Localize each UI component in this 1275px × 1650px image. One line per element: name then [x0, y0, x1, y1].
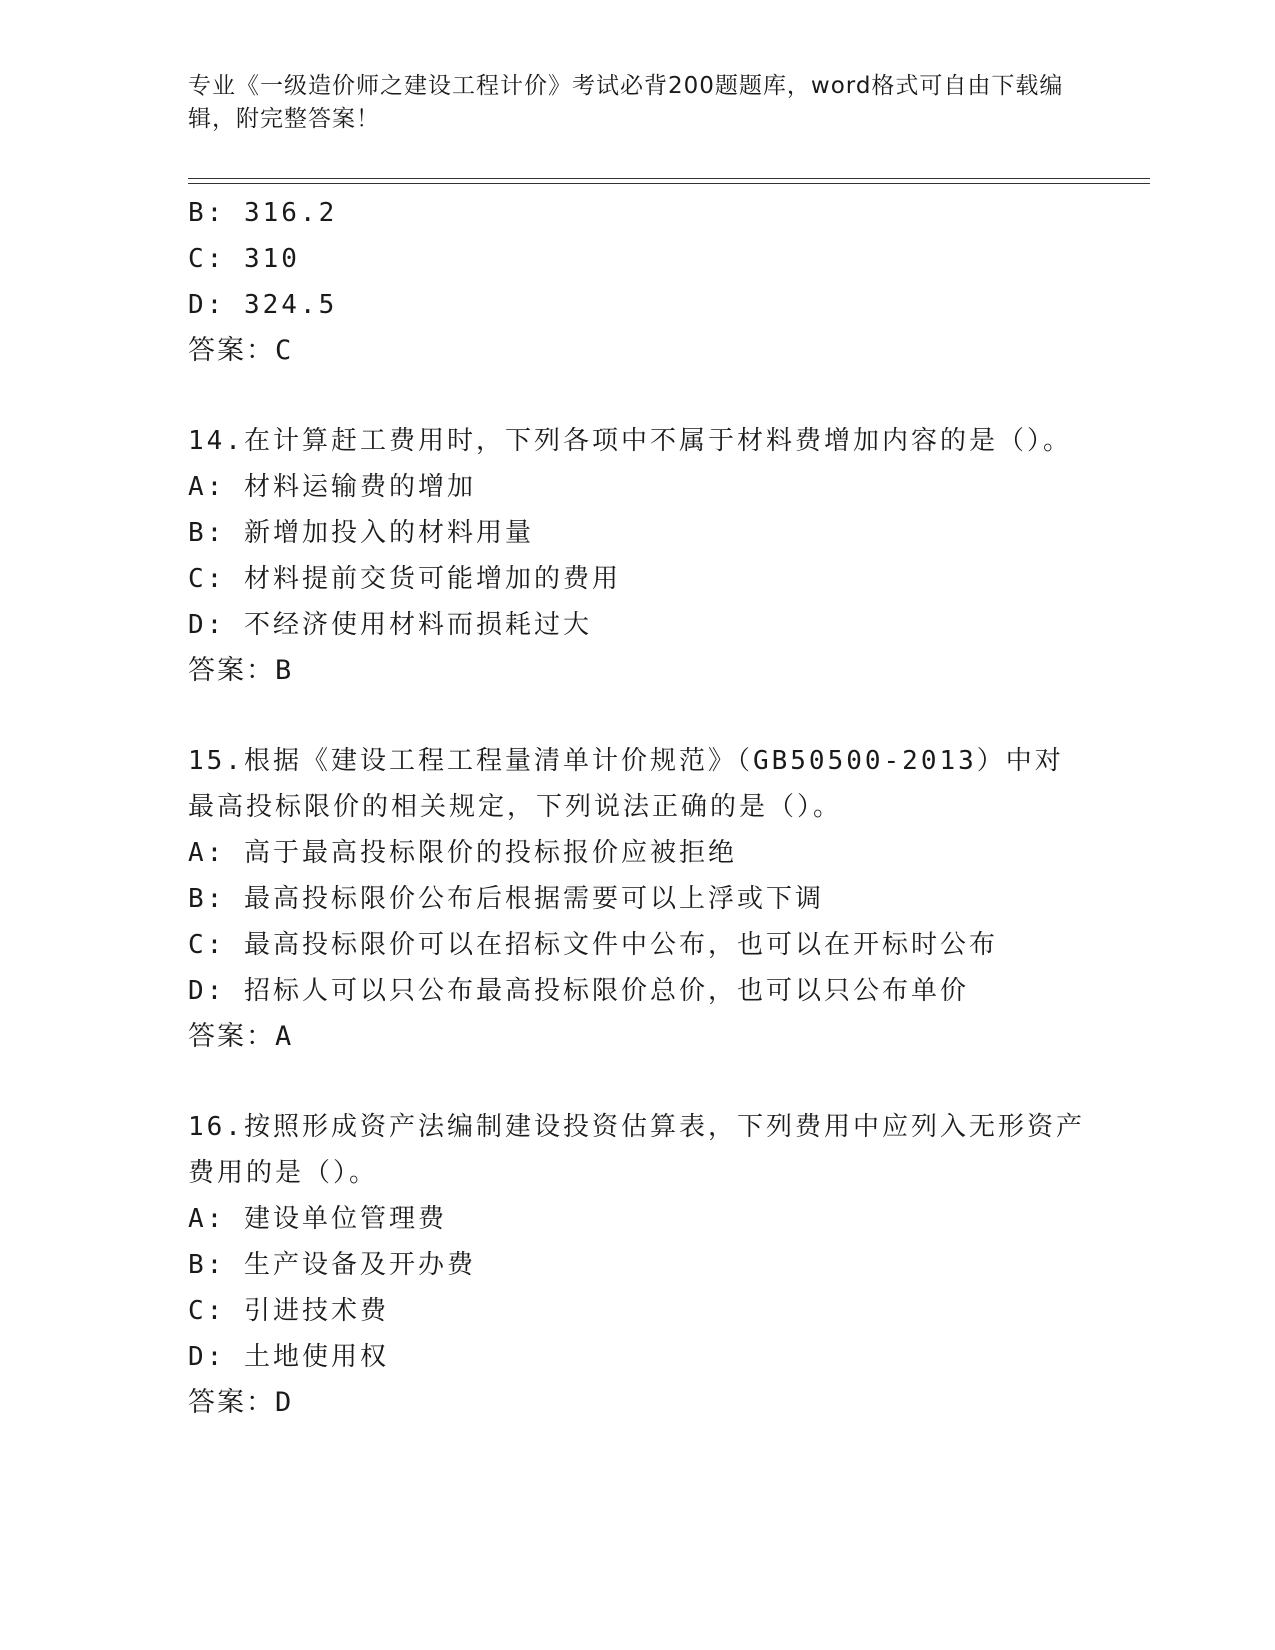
option-c: C: 最高投标限价可以在招标文件中公布，也可以在开标时公布 — [188, 930, 998, 960]
question-text: 16.按照形成资产法编制建设投资估算表，下列费用中应列入无形资产费用的是（）。 — [188, 1112, 1085, 1188]
option-a: A: 材料运输费的增加 — [188, 472, 476, 502]
option-c: C: 材料提前交货可能增加的费用 — [188, 564, 621, 594]
question-13-continued — [188, 190, 1088, 374]
answer-line: 答案：A — [188, 1021, 294, 1052]
option-a: A: 高于最高投标限价的投标报价应被拒绝 — [188, 838, 737, 868]
header-divider-top — [188, 178, 1150, 179]
option-c: C: 310 — [188, 244, 300, 274]
answer-line: 答案：B — [188, 655, 294, 686]
question-16 — [188, 1104, 1088, 1426]
header-divider-bottom — [188, 183, 1150, 184]
question-text: 15.根据《建设工程工程量清单计价规范》（GB50500-2013）中对最高投标限价的相关规定，下列说法正确的是（）。 — [188, 746, 1064, 822]
option-b: B: 生产设备及开办费 — [188, 1250, 476, 1280]
option-d: D: 不经济使用材料而损耗过大 — [188, 610, 592, 640]
option-d: D: 招标人可以只公布最高投标限价总价，也可以只公布单价 — [188, 976, 969, 1006]
document-header: 专业《一级造价师之建设工程计价》考试必背200题题库，word格式可自由下载编辑，附完整答案！ — [188, 73, 1064, 132]
option-b: B: 316.2 — [188, 198, 338, 228]
option-b: B: 最高投标限价公布后根据需要可以上浮或下调 — [188, 884, 824, 914]
question-15 — [188, 738, 1088, 1060]
option-c: C: 引进技术费 — [188, 1296, 389, 1326]
option-d: D: 土地使用权 — [188, 1342, 389, 1372]
answer-line: 答案：D — [188, 1387, 294, 1418]
page-content — [188, 190, 1088, 1426]
answer-line: 答案：C — [188, 335, 294, 366]
option-d: D: 324.5 — [188, 290, 338, 320]
question-text: 14.在计算赶工费用时，下列各项中不属于材料费增加内容的是（）。 — [188, 426, 1072, 456]
question-14 — [188, 418, 1088, 694]
option-b: B: 新增加投入的材料用量 — [188, 518, 534, 548]
option-a: A: 建设单位管理费 — [188, 1204, 447, 1234]
